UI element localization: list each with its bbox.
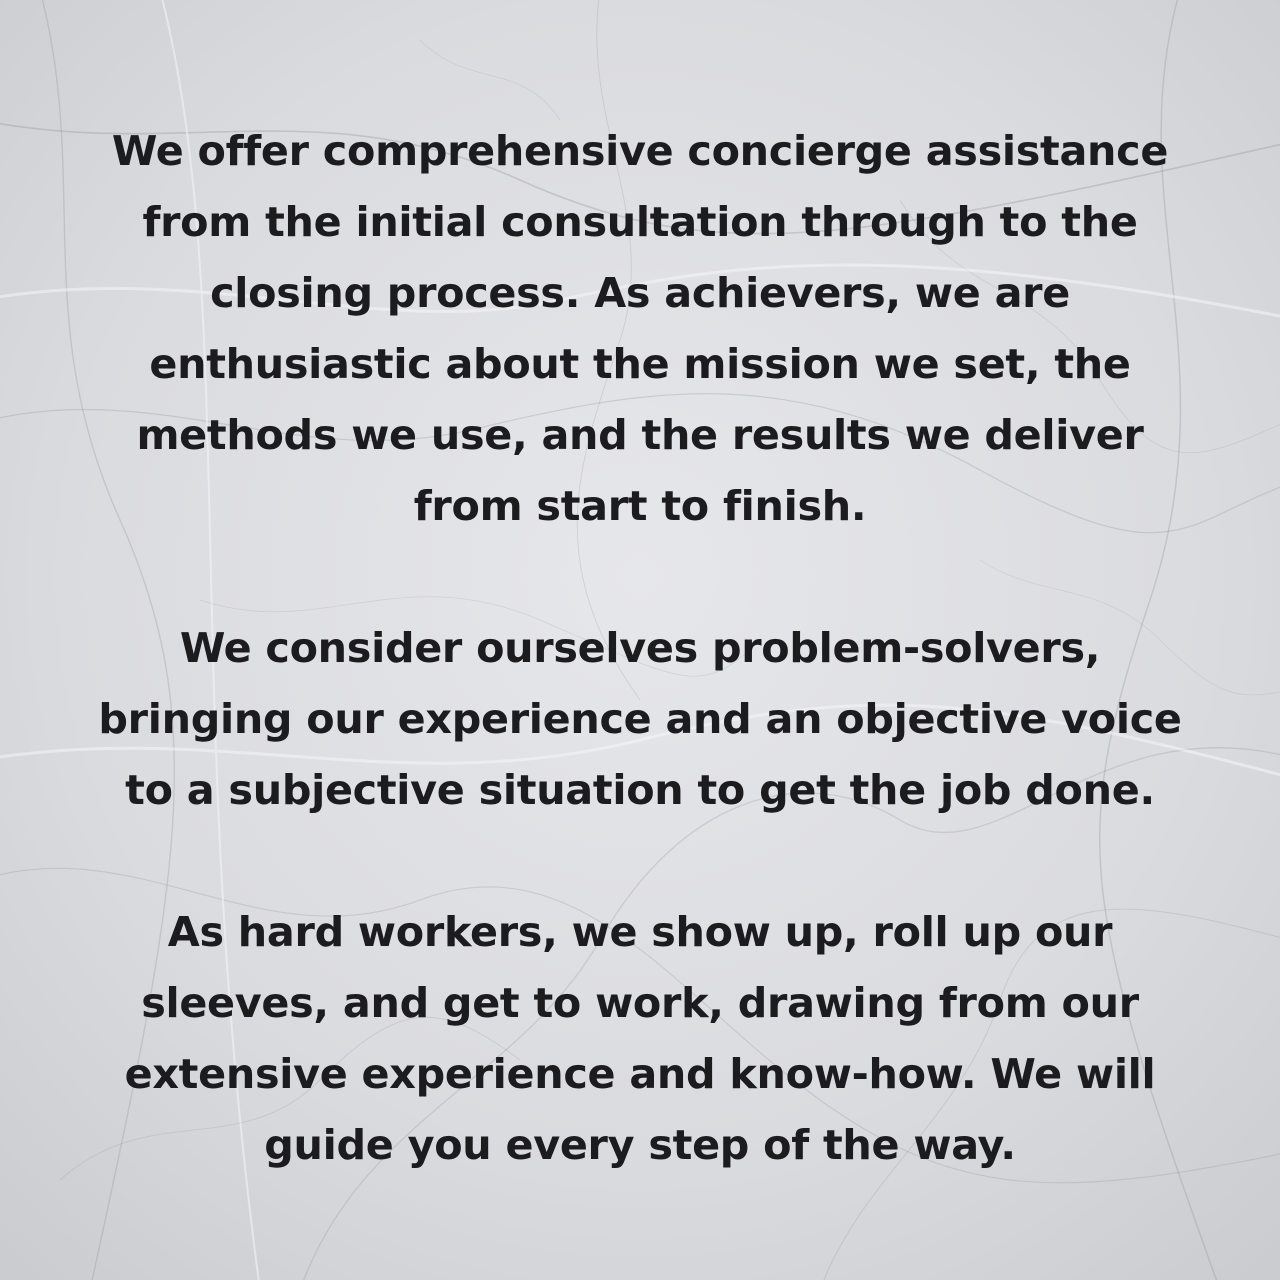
text-line: guide you every step of the way. (264, 1121, 1016, 1169)
text-line: bringing our experience and an objective voice (98, 695, 1182, 743)
text-line: to a subjective situation to get the job done. (125, 766, 1155, 814)
text-line: As hard workers, we show up, roll up our (167, 908, 1113, 956)
text-line: closing process. As achievers, we are (210, 269, 1070, 317)
text-line: from the initial consultation through to the (142, 198, 1138, 246)
text-line: from start to finish. (413, 482, 867, 530)
paragraph-spacer (0, 542, 1280, 613)
text-line: enthusiastic about the mission we set, the (149, 340, 1131, 388)
paragraph-spacer (0, 826, 1280, 897)
text-line: methods we use, and the results we deliver (136, 411, 1144, 459)
text-line: We consider ourselves problem-solvers, (179, 624, 1101, 672)
text-line: sleeves, and get to work, drawing from our (141, 979, 1139, 1027)
text-line: We offer comprehensive concierge assistance (111, 127, 1169, 175)
body-text (0, 116, 1280, 1181)
text-line: extensive experience and know-how. We will (124, 1050, 1156, 1098)
